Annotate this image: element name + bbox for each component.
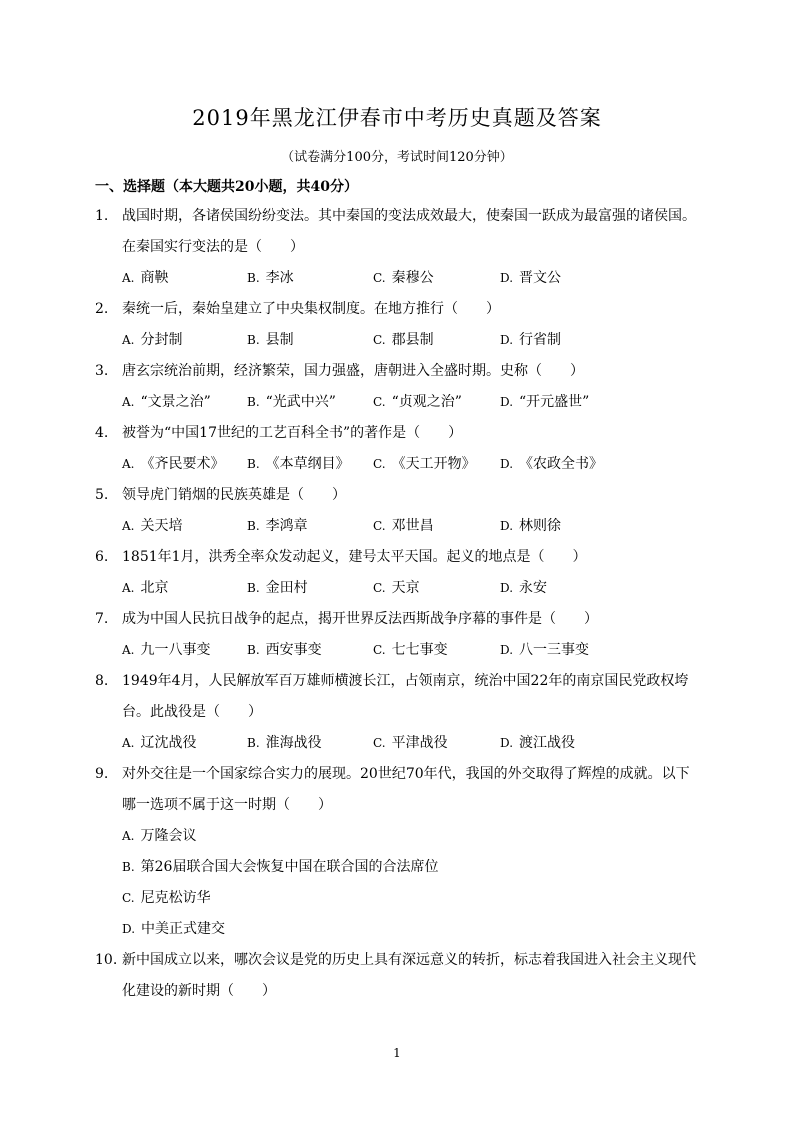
question-stem: 1949年4月，人民解放军百万雄师横渡长江，占领南京，统治中国22年的南京国民党政权垮 xyxy=(122,673,689,689)
option-text: 北京 xyxy=(140,580,169,596)
answer-option xyxy=(122,732,196,754)
answer-option xyxy=(122,825,196,847)
option-letter: B. xyxy=(247,519,260,533)
answer-option xyxy=(500,329,561,351)
option-letter: B. xyxy=(247,271,260,285)
question-number: 6. xyxy=(95,549,109,565)
option-letter: A. xyxy=(122,736,135,750)
option-text: 行省制 xyxy=(519,332,562,348)
option-letter: C. xyxy=(373,457,386,471)
answer-option xyxy=(247,453,350,475)
option-letter: A. xyxy=(122,829,135,843)
answer-option xyxy=(247,515,308,537)
answer-option xyxy=(500,515,561,537)
question-stem: 成为中国人民抗日战争的起点，揭开世界反法西斯战争序幕的事件是（ ） xyxy=(122,611,598,627)
option-text: 关天培 xyxy=(140,518,183,534)
option-letter: A. xyxy=(122,519,135,533)
option-text: 县制 xyxy=(265,332,294,348)
answer-option xyxy=(247,267,294,289)
question-stem: 化建设的新时期（ ） xyxy=(122,983,276,999)
option-text: 辽沈战役 xyxy=(140,735,197,751)
option-text: 淮海战役 xyxy=(265,735,322,751)
option-letter: A. xyxy=(122,457,135,471)
option-text: 晋文公 xyxy=(519,270,562,286)
option-text: 商鞅 xyxy=(140,270,169,286)
answer-option xyxy=(122,918,225,940)
answer-option xyxy=(500,391,589,413)
question-stem: 秦统一后，秦始皇建立了中央集权制度。在地方推行（ ） xyxy=(122,301,500,317)
option-text: 邓世昌 xyxy=(391,518,434,534)
option-text: “光武中兴” xyxy=(265,394,336,410)
option-text: 七七事变 xyxy=(391,642,448,658)
option-letter: D. xyxy=(500,736,514,750)
answer-option xyxy=(247,391,336,413)
option-letter: A. xyxy=(122,643,135,657)
question-number: 9. xyxy=(95,766,109,782)
answer-option xyxy=(373,515,434,537)
question-stem: 1851年1月，洪秀全率众发动起义，建号太平天国。起义的地点是（ ） xyxy=(122,549,587,565)
page-number: 1 xyxy=(393,1046,401,1060)
option-letter: D. xyxy=(500,457,514,471)
question-number: 3. xyxy=(95,363,109,379)
option-letter: D. xyxy=(122,922,136,936)
option-text: “贞观之治” xyxy=(391,394,462,410)
page-title: 2019年黑龙江伊春市中考历史真题及答案 xyxy=(192,106,602,130)
question-number: 7. xyxy=(95,611,109,627)
answer-option xyxy=(373,577,420,599)
option-text: 金田村 xyxy=(265,580,308,596)
answer-option xyxy=(122,329,182,351)
option-letter: A. xyxy=(122,581,135,595)
option-letter: B. xyxy=(247,643,260,657)
option-text: 第26届联合国大会恢复中国在联合国的合法席位 xyxy=(140,859,439,875)
option-letter: C. xyxy=(122,891,135,905)
option-letter: B. xyxy=(247,457,260,471)
answer-option xyxy=(373,391,462,413)
answer-option xyxy=(500,267,561,289)
answer-option xyxy=(122,577,168,599)
answer-option xyxy=(247,732,322,754)
section-heading: 一、选择题（本大题共20小题，共40分） xyxy=(95,179,358,195)
option-text: 《本草纲目》 xyxy=(265,456,350,472)
option-letter: C. xyxy=(373,581,386,595)
option-text: “文景之治” xyxy=(140,394,211,410)
question-number: 10. xyxy=(95,952,118,968)
answer-option xyxy=(373,329,434,351)
option-text: 郡县制 xyxy=(391,332,434,348)
answer-option xyxy=(373,732,448,754)
option-letter: B. xyxy=(247,395,260,409)
option-letter: B. xyxy=(247,333,260,347)
option-letter: C. xyxy=(373,736,386,750)
answer-option xyxy=(122,391,211,413)
option-letter: B. xyxy=(247,581,260,595)
option-letter: A. xyxy=(122,333,135,347)
option-letter: C. xyxy=(373,395,386,409)
option-letter: D. xyxy=(500,643,514,657)
question-number: 4. xyxy=(95,425,109,441)
answer-option xyxy=(122,639,210,661)
answer-option xyxy=(122,887,211,909)
option-text: 天京 xyxy=(391,580,420,596)
answer-option xyxy=(373,267,434,289)
option-letter: D. xyxy=(500,333,514,347)
option-text: 《天工开物》 xyxy=(391,456,476,472)
option-letter: D. xyxy=(500,271,514,285)
option-text: 九一八事变 xyxy=(140,642,211,658)
option-text: 林则徐 xyxy=(519,518,562,534)
question-number: 1. xyxy=(95,208,109,224)
option-letter: D. xyxy=(500,395,514,409)
option-text: 《农政全书》 xyxy=(519,456,604,472)
option-text: 李冰 xyxy=(265,270,294,286)
answer-option xyxy=(247,639,322,661)
option-letter: C. xyxy=(373,333,386,347)
question-number: 2. xyxy=(95,301,109,317)
question-stem: 在秦国实行变法的是（ ） xyxy=(122,239,304,255)
question-number: 8. xyxy=(95,673,109,689)
option-text: 李鸿章 xyxy=(265,518,308,534)
question-stem: 战国时期，各诸侯国纷纷变法。其中秦国的变法成效最大，使秦国一跃成为最富强的诸侯国。 xyxy=(122,208,696,224)
question-stem: 对外交往是一个国家综合实力的展现。20世纪70年代，我国的外交取得了辉煌的成就。以下 xyxy=(122,766,690,782)
option-text: 《齐民要术》 xyxy=(140,456,225,472)
answer-option xyxy=(500,732,575,754)
question-stem: 哪一选项不属于这一时期（ ） xyxy=(122,797,332,813)
question-stem: 新中国成立以来，哪次会议是党的历史上具有深远意义的转折，标志着我国进入社会主义现代 xyxy=(122,952,696,968)
option-letter: C. xyxy=(373,519,386,533)
option-text: 永安 xyxy=(519,580,548,596)
option-letter: A. xyxy=(122,271,135,285)
answer-option xyxy=(500,577,547,599)
option-text: 八一三事变 xyxy=(519,642,590,658)
question-stem: 被誉为“中国17世纪的工艺百科全书”的著作是（ ） xyxy=(122,425,463,441)
option-letter: A. xyxy=(122,395,135,409)
option-text: 西安事变 xyxy=(265,642,322,658)
question-stem: 领导虎门销烟的民族英雄是（ ） xyxy=(122,487,346,503)
question-stem: 台。此战役是（ ） xyxy=(122,704,262,720)
answer-option xyxy=(122,856,438,878)
question-stem: 唐玄宗统治前期，经济繁荣，国力强盛，唐朝进入全盛时期。史称（ ） xyxy=(122,363,584,379)
answer-option xyxy=(500,453,603,475)
answer-option xyxy=(500,639,589,661)
option-text: “开元盛世” xyxy=(519,394,590,410)
answer-option xyxy=(247,329,294,351)
option-text: 秦穆公 xyxy=(391,270,434,286)
answer-option xyxy=(373,453,476,475)
option-letter: D. xyxy=(500,581,514,595)
answer-option xyxy=(247,577,308,599)
exam-info: （试卷满分100分，考试时间120分钟） xyxy=(281,150,513,165)
option-letter: C. xyxy=(373,271,386,285)
answer-option xyxy=(122,453,224,475)
answer-option xyxy=(122,515,182,537)
answer-option xyxy=(122,267,168,289)
option-letter: B. xyxy=(122,860,135,874)
option-text: 中美正式建交 xyxy=(141,921,226,937)
option-letter: B. xyxy=(247,736,260,750)
option-text: 平津战役 xyxy=(391,735,448,751)
option-text: 渡江战役 xyxy=(519,735,576,751)
option-text: 万隆会议 xyxy=(140,828,197,844)
answer-option xyxy=(373,639,448,661)
question-number: 5. xyxy=(95,487,109,503)
option-text: 尼克松访华 xyxy=(140,890,211,906)
option-letter: D. xyxy=(500,519,514,533)
option-letter: C. xyxy=(373,643,386,657)
option-text: 分封制 xyxy=(140,332,183,348)
